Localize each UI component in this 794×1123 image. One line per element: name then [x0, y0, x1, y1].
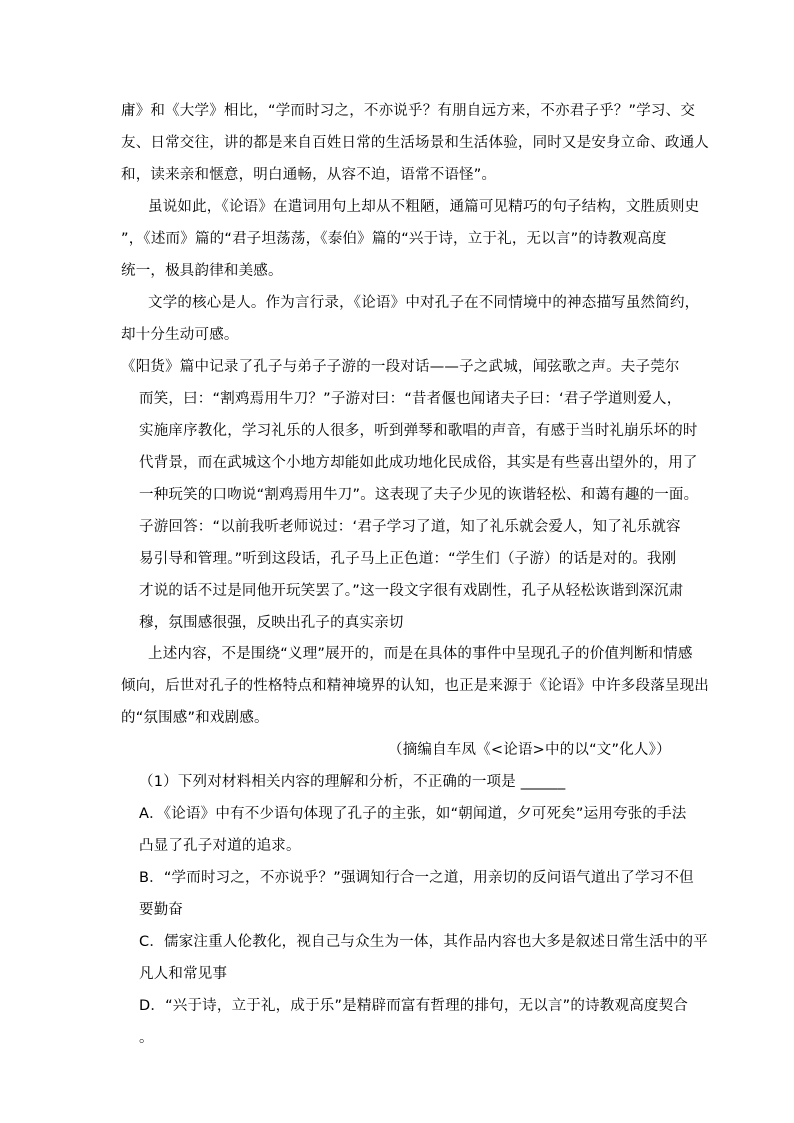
text-line: 而笑，曰：“割鸡焉用牛刀？”子游对曰：“昔者偃也闻诸夫子曰：‘君子学道则爱人，: [139, 391, 682, 407]
text-line: 易引导和管理。”听到这段话，孔子马上正色道：“学生们（子游）的话是对的。我刚: [139, 551, 677, 567]
text-line: 和，读来亲和惬意，明白通畅，从容不迫，语常不语怪”。: [121, 167, 497, 183]
option-a: A．《论语》中有不少语句体现了孔子的主张，如“朝闻道，夕可死矣”运用夸张的手法: [139, 806, 687, 822]
text-line: 虽说如此，《论语》在遣词用句上却从不粗陋，通篇可见精巧的句子结构，文胜质则史: [148, 199, 700, 215]
text-line: 代背景，而在武城这个小地方却能如此成功地化民成俗，其实是有些喜出望外的，用了: [139, 455, 698, 471]
text-line: 穆，氛围感很强，反映出孔子的真实亲切: [139, 615, 404, 631]
text-line: 才说的话不过是同他开玩笑罢了。”这一段文字很有戏剧性，孔子从轻松诙谐到深沉肃: [139, 583, 684, 599]
text-line: 实施庠序教化，学习礼乐的人很多，听到弹琴和歌唱的声音，有感于当时礼崩乐坏的时: [139, 423, 698, 439]
text-line: 一种玩笑的口吻说“割鸡焉用牛刀”。这表现了夫子少见的诙谐轻松、和蔼有趣的一面。: [139, 487, 699, 503]
option-a-cont: 凸显了孔子对道的追求。: [139, 838, 301, 854]
text-line: 却十分生动可感。: [121, 327, 239, 343]
text-line: 友、日常交往，讲的都是来自百姓日常的生活场景和生活体验，同时又是安身立命、政通人: [121, 135, 709, 151]
option-b-cont: 要勤奋: [139, 902, 184, 918]
option-d-cont: 。: [139, 1030, 154, 1046]
question-stem: （1）下列对材料相关内容的理解和分析，不正确的一项是 ______: [139, 774, 566, 790]
text-line: 上述内容，不是围绕“义理”展开的，而是在具体的事件中呈现孔子的价值判断和情感: [148, 646, 693, 662]
text-line: 子游回答：“以前我听老师说过：‘君子学习了道，知了礼乐就会爱人，知了礼乐就容: [139, 519, 681, 535]
text-line: 文学的核心是人。作为言行录，《论语》中对孔子在不同情境中的神态描写虽然简约，: [148, 295, 700, 311]
option-d: D．“兴于诗，立于礼，成于乐”是精辟而富有哲理的排句，无以言”的诗教观高度契合: [139, 998, 688, 1014]
option-c: C．儒家注重人伦教化，视自己与众生为一体，其作品内容也大多是叙述日常生活中的平: [139, 934, 708, 950]
text-line: ”，《述而》篇的“君子坦荡荡，《泰伯》篇的“兴于诗，立于礼，无以言”的诗教观高度: [121, 231, 667, 247]
source-citation: （摘编自车凤《<论语>中的以“文”化人》）: [388, 742, 671, 758]
option-b: B．“学而时习之，不亦说乎？”强调知行合一之道，用亲切的反问语气道出了学习不但: [139, 870, 694, 886]
text-line: 《阳货》篇中记录了孔子与弟子子游的一段对话——子之武城，闻弦歌之声。夫子莞尔: [121, 359, 680, 375]
text-line: 倾向，后世对孔子的性格特点和精神境界的认知，也正是来源于《论语》中许多段落呈现出: [121, 678, 709, 694]
text-line: 的“氛围感”和戏剧感。: [121, 710, 269, 726]
text-line: 统一，极具韵律和美感。: [121, 263, 283, 279]
option-c-cont: 凡人和常见事: [139, 966, 228, 982]
text-line: 庸》和《大学》相比，“学而时习之，不亦说乎？有朋自远方来，不亦君子乎？”学习、交: [121, 103, 696, 119]
